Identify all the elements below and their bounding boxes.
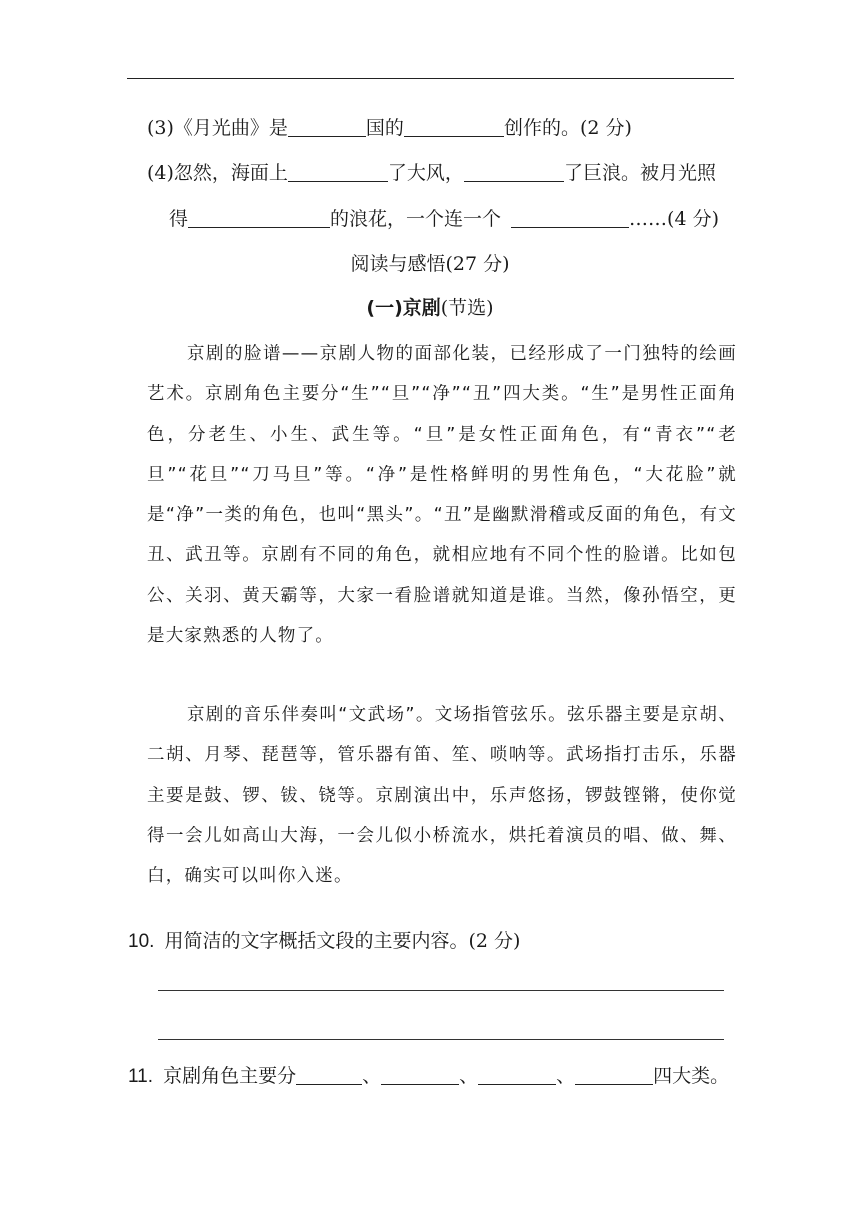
q4-line2-mid: 的浪花，一个连一个 [330, 208, 502, 230]
q11-blank-4[interactable] [575, 1065, 653, 1085]
section-title: 阅读与感悟(27 分) [350, 253, 510, 275]
q3-prefix: (3)《月光曲》是 [147, 117, 288, 139]
question-4-line-1 [147, 161, 716, 185]
q11-blank-1[interactable] [296, 1065, 362, 1085]
q11-sep-3: 、 [556, 1065, 576, 1087]
q4-blank-1[interactable] [288, 162, 388, 182]
q4-line2-prefix: 得 [169, 208, 189, 230]
q4-blank-3[interactable] [188, 208, 330, 228]
q3-blank-1[interactable] [288, 117, 366, 137]
q3-suffix: 创作的。(2 分) [503, 117, 632, 139]
passage-paragraph-1: 京剧的脸谱——京剧人物的面部化装，已经形成了一门独特的绘画艺术。京剧角色主要分“生”“旦”“净”“丑”四大类。“生”是男性正面角色，分老生、小生、武生等。“旦”是女性正面角色，有“青衣”“老旦”“花旦”“刀马旦”等。“净”是性格鲜明的男性角色，“大花脸”就是“净”一类的角色，也叫“黑头”。“丑”是幽默滑稽或反面的角色，有文丑、武丑等。京剧有不同的角色，就相应地有不同个性的脸谱。比如包公、关羽、黄天霸等，大家一看脸谱就知道是谁。当然，像孙悟空，更是大家熟悉的人物了。 [147, 344, 737, 647]
q11-number: 11. [128, 1066, 154, 1087]
question-3 [147, 116, 632, 140]
q10-text: 用简洁的文字概括文段的主要内容。(2 分) [164, 930, 521, 952]
question-10 [128, 929, 520, 954]
question-11 [128, 1064, 729, 1089]
q11-sep-2: 、 [459, 1065, 479, 1087]
q11-blank-3[interactable] [478, 1065, 556, 1085]
passage-title-note: (节选) [440, 297, 494, 319]
q3-blank-2[interactable] [404, 117, 504, 137]
header-rule [127, 78, 734, 79]
q4-prefix: (4)忽然，海面上 [147, 162, 288, 184]
passage-title [0, 296, 860, 320]
q4-mid: 了大风， [387, 162, 464, 184]
q11-prefix: 京剧角色主要分 [163, 1065, 297, 1087]
passage-paragraph-2: 京剧的音乐伴奏叫“文武场”。文场指管弦乐。弦乐器主要是京胡、二胡、月琴、琵琶等，管乐器有笛、笙、唢呐等。武场指打击乐，乐器主要是鼓、锣、钹、铙等。京剧演出中，乐声悠扬，锣鼓铿锵，使你觉得一会儿如高山大海，一会儿似小桥流水，烘托着演员的唱、做、舞、白，确实可以叫你入迷。 [147, 705, 737, 887]
q4-blank-4[interactable] [511, 208, 629, 228]
q11-blank-2[interactable] [381, 1065, 459, 1085]
q4-line2-suffix: ……(4 分) [629, 208, 719, 230]
q11-sep-1: 、 [362, 1065, 382, 1087]
q4-blank-2[interactable] [464, 162, 564, 182]
question-4-line-2 [169, 207, 719, 231]
passage-title-main: (一)京剧 [366, 297, 441, 319]
q10-answer-line-2[interactable] [158, 1039, 724, 1040]
q3-mid: 国的 [365, 117, 404, 139]
q10-answer-line-1[interactable] [158, 990, 724, 991]
q11-suffix: 四大类。 [653, 1065, 730, 1087]
q4-suffix: 了巨浪。被月光照 [563, 162, 716, 184]
q10-number: 10. [128, 931, 155, 952]
